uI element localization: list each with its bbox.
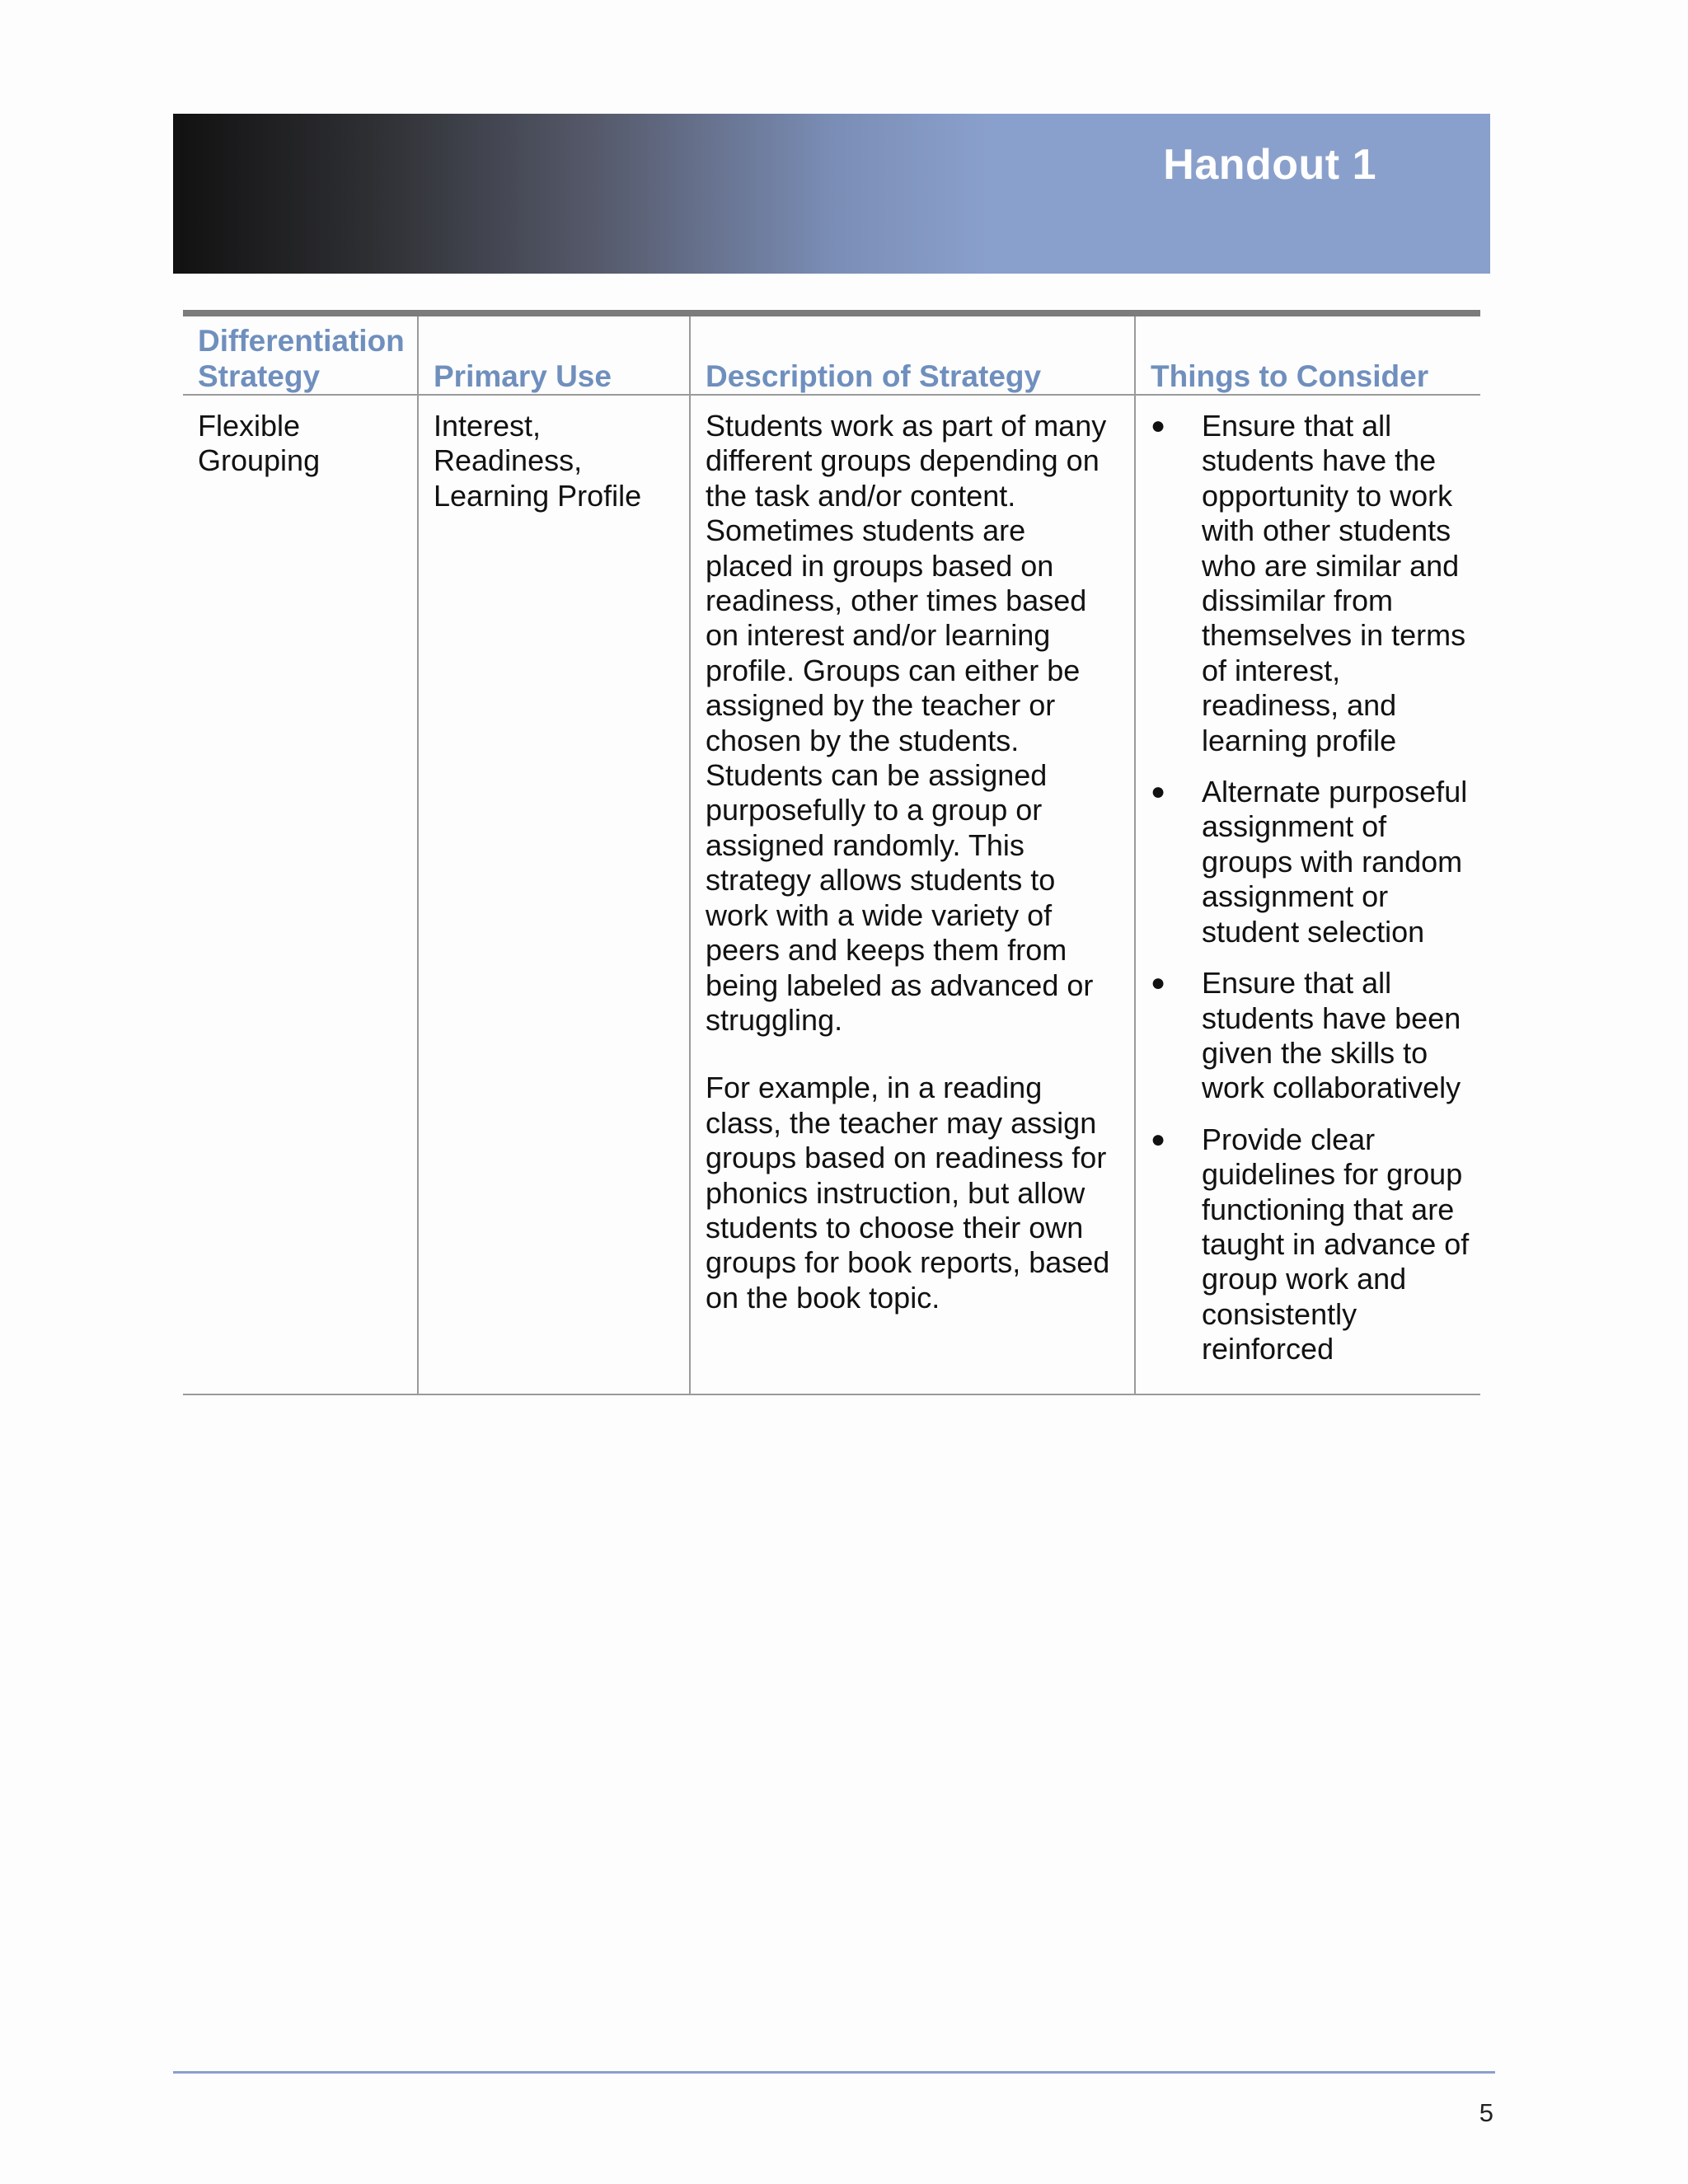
consideration-text: Ensure that all students have been given the skills to work collaboratively [1202,966,1461,1105]
considerations-list [1151,409,1470,1367]
description-paragraph: Students work as part of many different groups depending on the task and/or content. Sometimes students are placed in groups based on readiness, other times based on interest and/or learning profile. Groups can either be assigned by the teacher or chosen by the students. Students can be assigned purposefully to a group or assigned randomly. This strategy allows students to work with a wide variety of peers and keeps them from being labeled as advanced or struggling. [706,409,1107,1037]
header-things-to-consider: Things to Consider [1136,316,1480,396]
list-item [1151,409,1470,758]
table-row [183,396,1480,1395]
list-item [1151,775,1470,949]
header-banner [173,114,1490,274]
table-top-rule [183,310,1480,316]
considerations-cell [1136,396,1480,1395]
header-description: Description of Strategy [691,316,1136,396]
strategy-table [183,310,1480,1395]
footer-divider [173,2071,1495,2074]
description-cell [691,396,1136,1395]
list-item [1151,1122,1470,1367]
page-number: 5 [1479,2098,1493,2127]
bullet-icon: ● [1151,969,1166,997]
consideration-text: Provide clear guidelines for group functioning that are taught in advance of group work and consistently reinforced [1202,1122,1470,1366]
header-primary-use: Primary Use [419,316,691,396]
table-header-row [183,316,1480,396]
consideration-text: Alternate purposeful assignment of groups with random assignment or student selection [1202,775,1468,949]
header-differentiation-strategy: Differentiation Strategy [183,316,419,396]
list-item [1151,966,1470,1106]
handout-title: Handout 1 [1163,141,1376,189]
strategy-cell: Flexible Grouping [183,396,419,1395]
bullet-icon: ● [1151,778,1166,806]
consideration-text: Ensure that all students have the opportunity to work with other students who are similar and dissimilar from themselves in terms of interest, readiness, and learning profile [1202,409,1466,757]
bullet-icon: ● [1151,412,1166,439]
primary-use-cell: Interest, Readiness, Learning Profile [419,396,691,1395]
bullet-icon: ● [1151,1125,1166,1153]
description-example-paragraph: For example, in a reading class, the teacher may assign groups based on readiness for phonics instruction, but allow students to choose their own groups for book reports, based on the book topic. [706,1071,1110,1315]
